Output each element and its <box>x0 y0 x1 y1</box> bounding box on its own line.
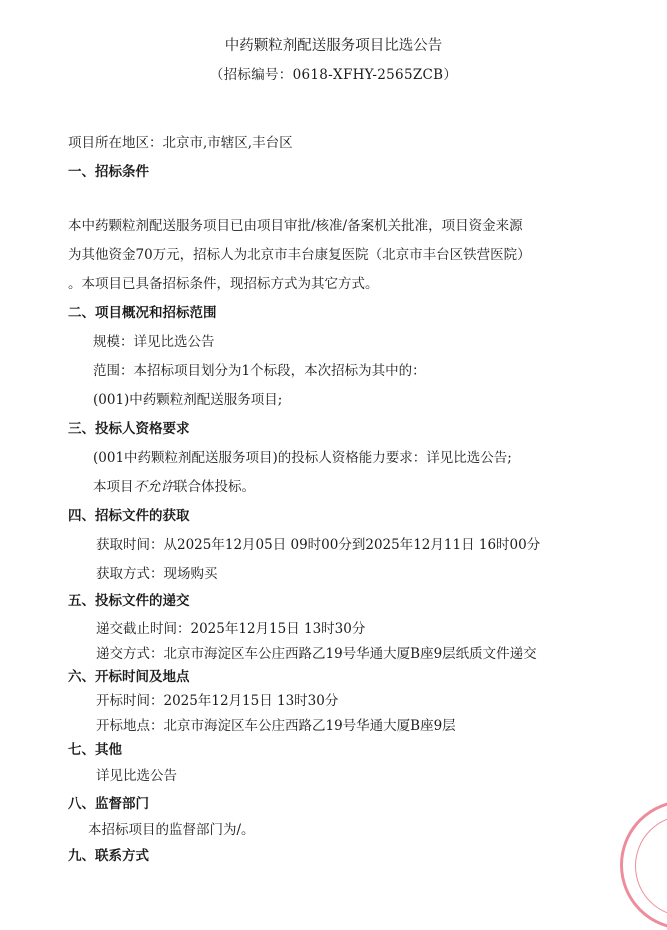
tender-conditions-line-1: 本中药颗粒剂配送服务项目已由项目审批/核准/备案机关批准，项目资金来源 <box>68 218 523 234</box>
joint-bid-not-allowed: 不允许 <box>133 479 174 495</box>
section-heading-document-acquisition: 四、招标文件的获取 <box>68 508 190 524</box>
acquisition-method: 获取方式：现场购买 <box>96 566 218 582</box>
project-location: 项目所在地区：北京市,市辖区,丰台区 <box>68 135 293 151</box>
other-details: 详见比选公告 <box>96 768 177 784</box>
tender-conditions-line-3: 。本项目已具备招标条件，现招标方式为其它方式。 <box>68 276 379 292</box>
bid-number: （招标编号：0618-XFHY-2565ZCB） <box>209 67 458 83</box>
acquisition-time: 获取时间：从2025年12月05日 09时00分到2025年12月11日 16时00分 <box>96 537 541 553</box>
section-heading-bidder-qualifications: 三、投标人资格要求 <box>68 421 190 437</box>
submission-method: 递交方式：北京市海淀区车公庄西路乙19号华通大厦B座9层纸质文件递交 <box>96 646 537 662</box>
section-heading-other: 七、其他 <box>68 742 122 758</box>
supervision-department: 本招标项目的监督部门为/。 <box>88 822 255 838</box>
bidder-requirement: (001中药颗粒剂配送服务项目)的投标人资格能力要求：详见比选公告; <box>93 450 512 466</box>
official-seal <box>620 800 667 930</box>
tender-conditions-line-2: 为其他资金70万元，招标人为北京市丰台康复医院（北京市丰台区铁营医院） <box>68 247 531 263</box>
project-lot: (001)中药颗粒剂配送服务项目; <box>93 392 283 408</box>
project-scale: 规模：详见比选公告 <box>93 334 215 350</box>
official-seal-inner-ring <box>635 815 667 917</box>
joint-bid-policy <box>93 478 255 496</box>
section-heading-tender-conditions: 一、招标条件 <box>68 164 149 180</box>
opening-place: 开标地点：北京市海淀区车公庄西路乙19号华通大厦B座9层 <box>96 718 456 734</box>
project-scope: 范围：本招标项目划分为1个标段，本次招标为其中的： <box>93 363 426 379</box>
section-heading-project-overview: 二、项目概况和招标范围 <box>68 305 217 321</box>
joint-bid-suffix: 联合体投标。 <box>174 479 255 495</box>
section-heading-bid-opening: 六、开标时间及地点 <box>68 669 190 685</box>
submission-deadline: 递交截止时间：2025年12月15日 13时30分 <box>96 621 366 637</box>
document-title: 中药颗粒剂配送服务项目比选公告 <box>224 38 443 54</box>
section-heading-contact: 九、联系方式 <box>68 848 149 864</box>
section-heading-bid-submission: 五、投标文件的递交 <box>68 593 190 609</box>
joint-bid-prefix: 本项目 <box>93 479 134 495</box>
section-heading-supervision: 八、监督部门 <box>68 796 149 812</box>
opening-time: 开标时间：2025年12月15日 13时30分 <box>96 693 339 709</box>
